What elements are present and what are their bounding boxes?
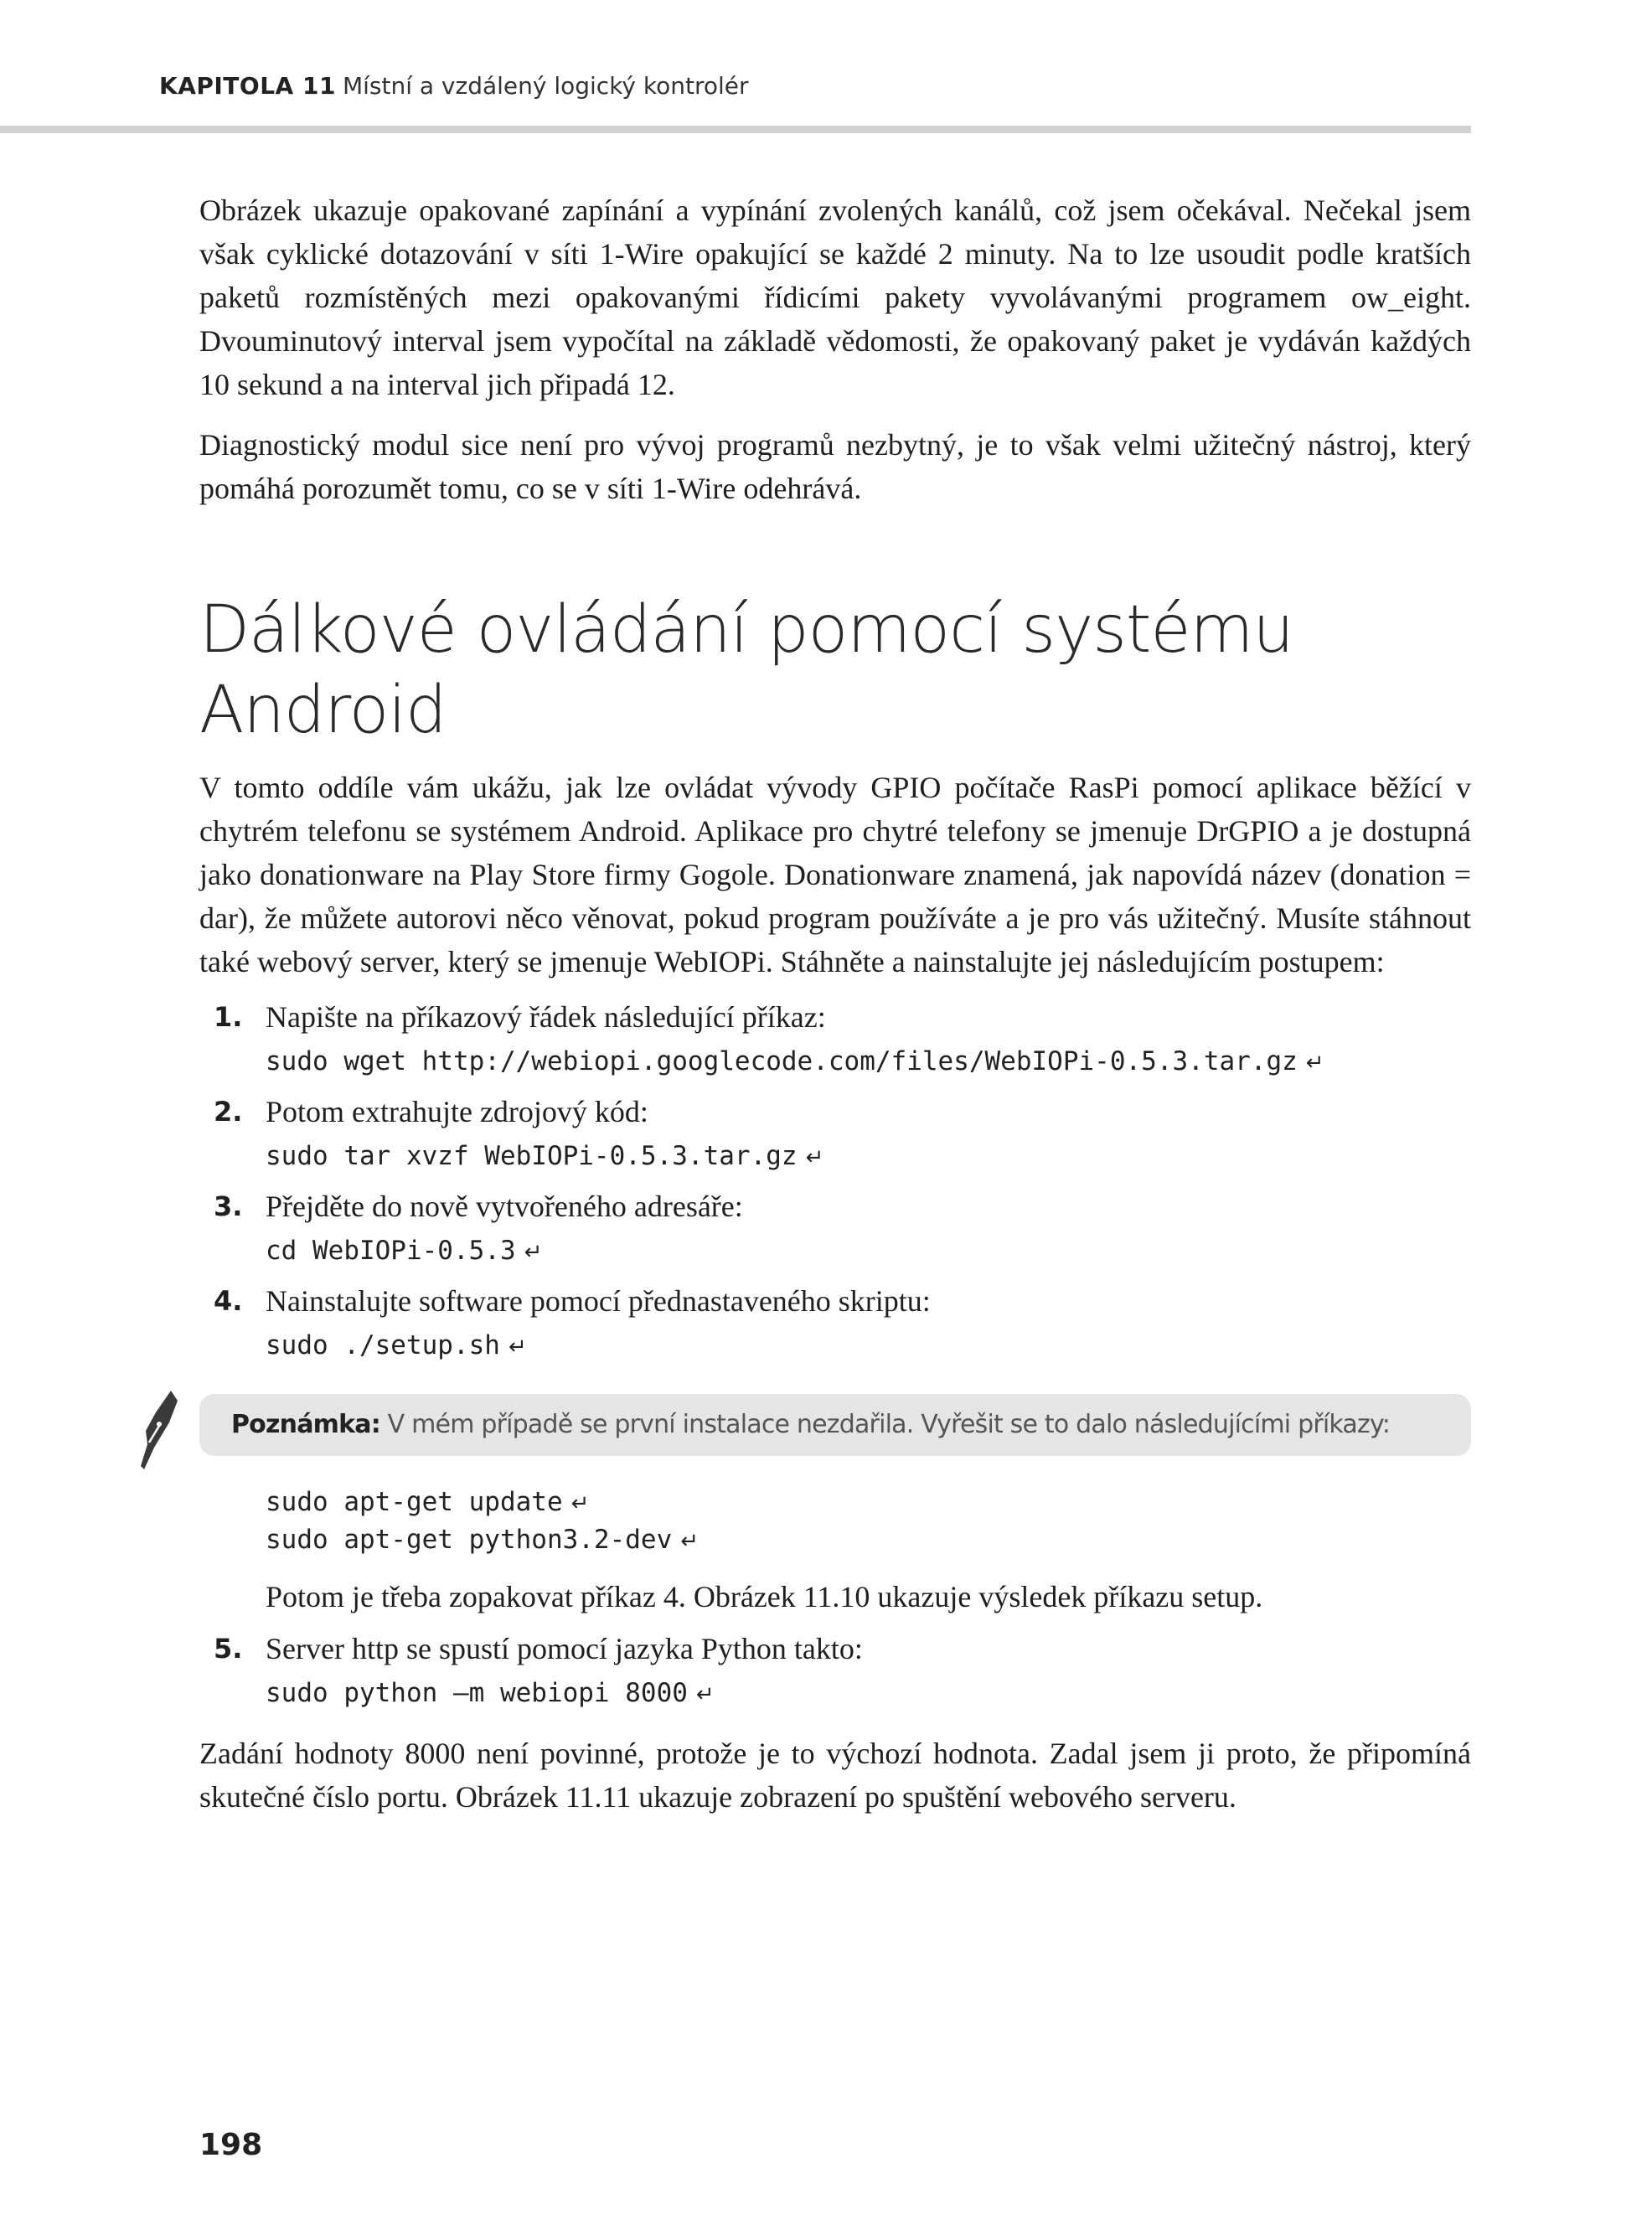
step-4 — [199, 1279, 1471, 1365]
step-text: Napište na příkazový řádek následující příkaz: — [266, 1000, 826, 1034]
return-icon: ↵ — [680, 1529, 700, 1554]
step-text: Přejděte do nově vytvořeného adresáře: — [266, 1190, 743, 1223]
note-box — [199, 1394, 1471, 1456]
page-body — [199, 188, 1471, 1835]
paragraph-1: Obrázek ukazuje opakované zapínání a vypínání zvolených kanálů, což jsem očekával. Nečekal jsem však cyklické dotazování v síti 1-Wire opakující se každé 2 minuty. Na to lze usoudit podle kratších paketů rozmístěných mezi opakovanými řídicími pakety vyvolávanými programem ow_eight. Dvouminutový interval jsem vypočítal na základě vědomosti, že opakovaný paket je vydáván každých 10 sekund a na interval jich připadá 12. — [199, 194, 1471, 401]
chapter-label: KAPITOLA 11 — [159, 72, 336, 100]
code-line — [266, 1675, 1471, 1713]
return-icon: ↵ — [805, 1145, 824, 1170]
code-text: sudo wget http://webiopi.googlecode.com/files/WebIOPi-0.5.3.tar.gz — [266, 1046, 1298, 1076]
step-number: 5. — [214, 1633, 243, 1665]
closing-paragraph: Zadání hodnoty 8000 není povinné, protože je to výchozí hodnota. Zadal jsem ji proto, že připomíná skutečné číslo portu. Obrázek 11.11 ukazuje zobrazení po spuštění webového serveru. — [199, 1737, 1471, 1814]
code-text: sudo python –m webiopi 8000 — [266, 1678, 688, 1708]
step-text: Server http se spustí pomocí jazyka Python takto: — [266, 1632, 863, 1665]
note-text: V mém případě se první instalace nezdařila. Vyřešit se to dalo následujícími příkazy: — [379, 1410, 1391, 1439]
running-head — [159, 72, 749, 100]
return-icon: ↵ — [695, 1682, 715, 1707]
page-number: 198 — [199, 2128, 263, 2162]
step-3 — [199, 1185, 1471, 1271]
code-line — [266, 1484, 1471, 1522]
step-number: 1. — [214, 1001, 243, 1033]
section-heading: Dálkové ovládání pomocí systému Android — [199, 592, 1293, 748]
return-icon: ↵ — [570, 1491, 590, 1516]
step-number: 2. — [214, 1096, 243, 1128]
code-line — [266, 1522, 1471, 1560]
pen-nib-icon — [137, 1389, 179, 1473]
step-text: Potom extrahujte zdrojový kód: — [266, 1095, 648, 1128]
step-1 — [199, 995, 1471, 1082]
step-2 — [199, 1090, 1471, 1176]
note-after-text: Potom je třeba zopakovat příkaz 4. Obrázek 11.10 ukazuje výsledek příkazu setup. — [266, 1580, 1263, 1613]
return-icon: ↵ — [508, 1334, 527, 1360]
header-rule — [0, 126, 1471, 133]
step-number: 3. — [214, 1190, 243, 1222]
chapter-title: Místní a vzdálený logický kontrolér — [342, 72, 749, 100]
code-line — [266, 1233, 1471, 1271]
return-icon: ↵ — [1305, 1051, 1324, 1076]
return-icon: ↵ — [524, 1240, 543, 1265]
step-5 — [199, 1627, 1471, 1713]
step-number: 4. — [214, 1285, 243, 1317]
section-intro: V tomto oddíle vám ukážu, jak lze ovládat vývody GPIO počítače RasPi pomocí aplikace běžící v chytrém telefonu se systémem Android. Aplikace pro chytré telefony se jmenuje DrGPIO a je dostupná jako donationware na Play Store firmy Gogole. Donationware znamená, jak napovídá název (donation = dar), že můžete autorovi něco věnovat, pokud program používáte a je pro vás užitečný. Musíte stáhnout také webový server, který se jmenuje WebIOPi. Stáhněte a nainstalujte jej následujícím postupem: — [199, 771, 1471, 978]
note-block — [199, 1394, 1471, 1456]
paragraph-2: Diagnostický modul sice není pro vývoj programů nezbytný, je to však velmi užitečný nástroj, který pomáhá porozumět tomu, co se v síti 1-Wire odehrává. — [199, 428, 1471, 505]
step-text: Nainstalujte software pomocí přednastaveného skriptu: — [266, 1284, 931, 1318]
note-commands — [199, 1484, 1471, 1618]
code-line — [266, 1328, 1471, 1365]
code-text: sudo apt-get update — [266, 1487, 563, 1517]
code-text: sudo tar xvzf WebIOPi-0.5.3.tar.gz — [266, 1141, 798, 1171]
code-line — [266, 1044, 1471, 1082]
code-text: sudo apt-get python3.2-dev — [266, 1525, 673, 1555]
code-line — [266, 1138, 1471, 1176]
code-text: cd WebIOPi-0.5.3 — [266, 1236, 516, 1266]
note-label: Poznámka: — [231, 1410, 380, 1439]
code-text: sudo ./setup.sh — [266, 1330, 500, 1360]
